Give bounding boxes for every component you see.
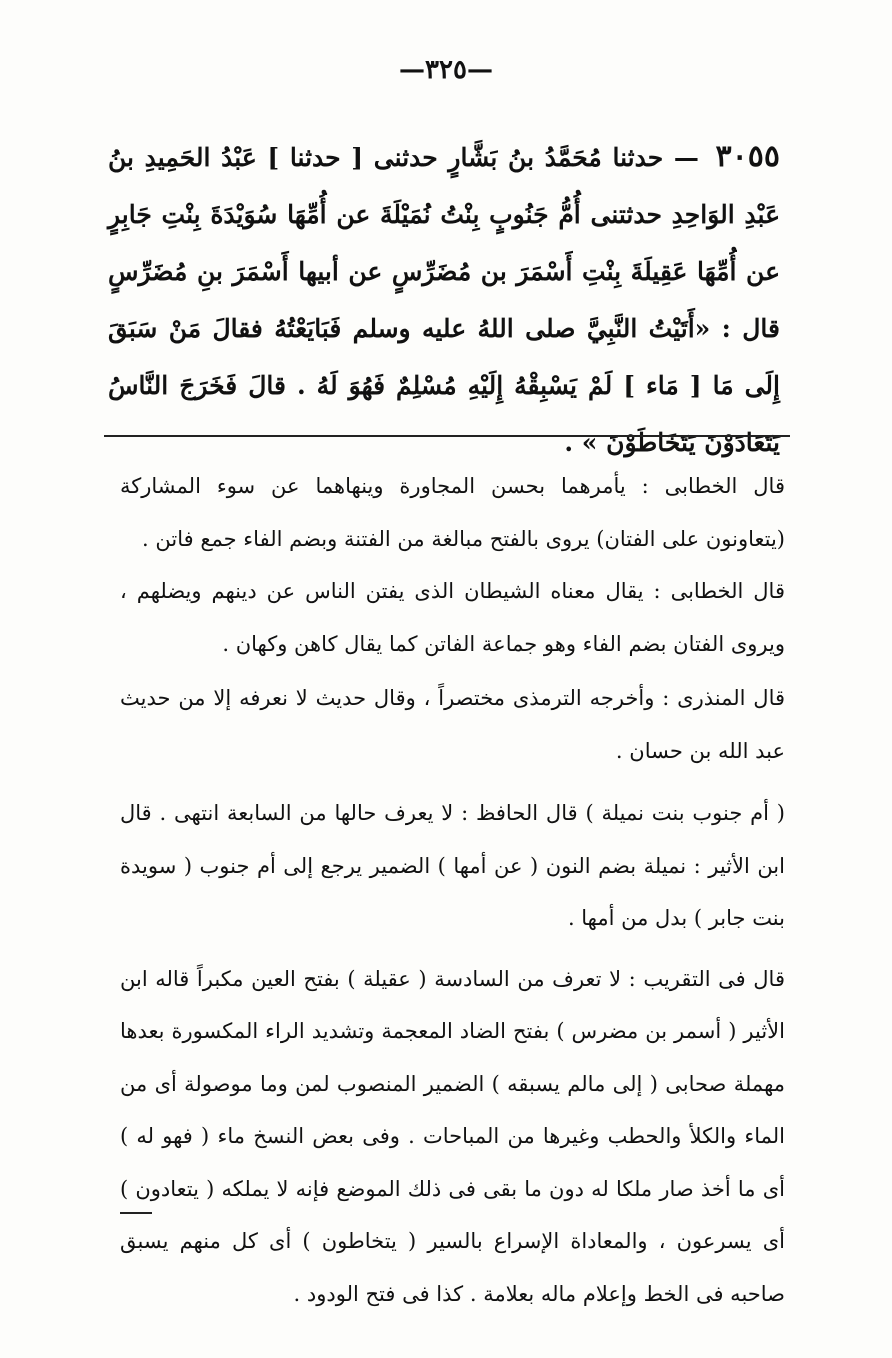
commentary-paragraph: قال المنذرى : وأخرجه الترمذى مختصراً ، وقال حديث لا نعرفه إلا من حديث عبد الله بن حسان . [120,686,785,763]
commentary-paragraph: قال الخطابى : يأمرهما بحسن المجاورة وينهاهما عن سوء المشاركة (يتعاونون على الفتان) يروى بالفتح مبالغة من الفتنة وبضم الفاء جمع فاتن . [120,474,785,551]
hadith-number: ٣٠٥٥ [715,139,780,174]
hadith-text-block [108,128,780,471]
commentary-block [120,460,785,1320]
margin-dash-mark [120,1212,152,1214]
hadith-body: — حدثنا مُحَمَّدُ بنُ بَشَّارٍ حدثنى [ حدثنا ] عَبْدُ الحَمِيدِ بنُ عَبْدِ الوَاحِدِ حدثتنى أُمُّ جَنُوبٍ بِنْتُ نُمَيْلَةَ عن أُمِّهَا سُوَيْدَةَ بِنْتِ جَابِرٍ عن أُمِّهَا عَقِيلَةَ بِنْتِ أَسْمَرَ بن مُضَرِّسٍ عن أبيها أَسْمَرَ بنِ مُضَرِّسٍ قال : «أَتَيْتُ النَّبِيَّ صلى اللهُ عليه وسلم فَبَايَعْتُهُ فقالَ مَنْ سَبَقَ إِلَى مَا [ مَاء ] لَمْ يَسْبِقْهُ إِلَيْهِ مُسْلِمٌ فَهُوَ لَهُ . قالَ فَخَرَجَ النَّاسُ يَتَعَادَوْنَ يَتَخَاطَوْنَ » . [108,143,780,457]
commentary-paragraph: قال فى التقريب : لا تعرف من السادسة ( عقيلة ) بفتح العين مكبراً قاله ابن الأثير ( أسمر بن مضرس ) بفتح الضاد المعجمة وتشديد الراء المكسورة بعدها مهملة صحابى ( إلى مالم يسبقه ) الضمير المنصوب لمن وما موصولة أى من الماء والكلأ والحطب وغيرها من المباحات . وفى بعض النسخ ماء ( فهو له ) أى ما أخذ صار ملكا له دون ما بقى فى ذلك الموضع فإنه لا يملكه ( يتعادون ) أى يسرعون ، والمعاداة الإسراع بالسير ( يتخاطون ) أى كل منهم يسبق صاحبه فى الخط وإعلام ماله بعلامة . كذا فى فتح الودود . [120,966,785,1306]
section-divider [104,435,790,437]
commentary-paragraph: ( أم جنوب بنت نميلة ) قال الحافظ : لا يعرف حالها من السابعة انتهى . قال ابن الأثير : نميلة بضم النون ( عن أمها ) الضمير يرجع إلى أم جنوب ( سويدة بنت جابر ) بدل من أمها . [120,801,785,930]
commentary-paragraph: قال الخطابى : يقال معناه الشيطان الذى يفتن الناس عن دينهم ويضلهم ، ويروى الفتان بضم الفاء وهو جماعة الفاتن كما يقال كاهن وكهان . [120,579,785,656]
page-number: —٣٢٥— [399,55,493,85]
